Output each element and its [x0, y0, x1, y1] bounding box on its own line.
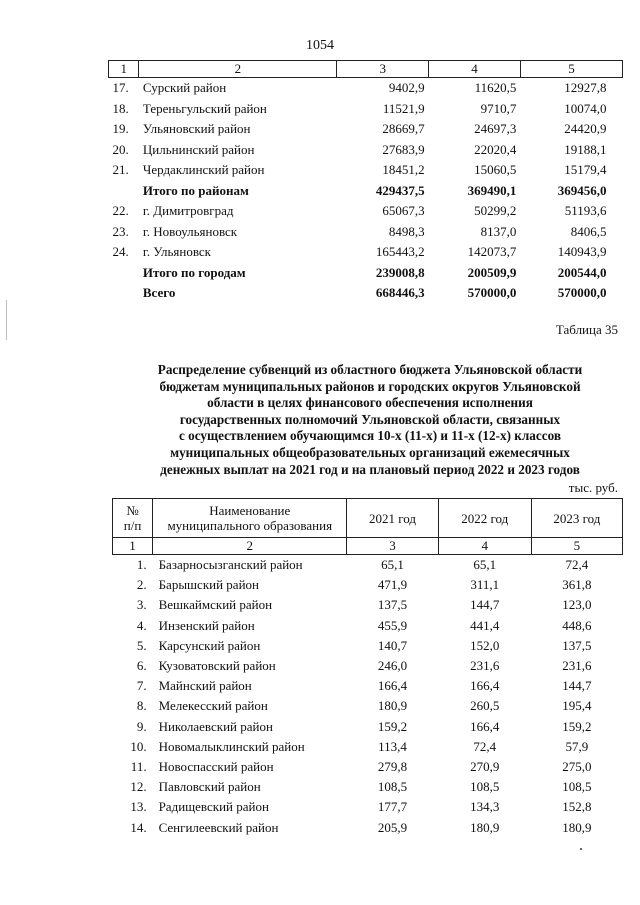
subvention-table	[112, 498, 623, 838]
header-name-line1: Наименование	[209, 503, 291, 518]
row-number: 20.	[112, 141, 129, 157]
scan-speck	[580, 848, 582, 850]
table-header-row	[109, 61, 623, 78]
row-number: 9.	[136, 718, 147, 734]
value-col5: 19188,1	[564, 141, 607, 157]
row-name: Тереньгульский район	[142, 100, 267, 116]
value-col3: 239008,8	[375, 264, 425, 280]
value-col5: 12927,8	[564, 80, 607, 95]
value-col5: 8406,5	[570, 223, 607, 239]
allocation-table-continued	[108, 60, 623, 304]
value-2022: 260,5	[470, 698, 500, 714]
value-2021: 205,9	[377, 819, 408, 835]
row-number: 3.	[136, 597, 147, 613]
column-index: 4	[438, 538, 531, 555]
row-name: Сенгилеевский район	[158, 819, 279, 835]
value-2023: 144,7	[562, 678, 592, 694]
table-row	[113, 797, 623, 817]
row-name: Кузоватовский район	[158, 658, 276, 674]
row-number: 19.	[112, 121, 129, 136]
row-number: 24.	[112, 244, 129, 259]
value-2023: 231,6	[562, 658, 592, 674]
row-number: 4.	[136, 617, 147, 633]
row-number: 18.	[112, 100, 129, 116]
table-body	[113, 499, 623, 838]
header-year-2022: 2022 год	[438, 499, 531, 538]
row-number	[109, 263, 139, 284]
table-row	[109, 242, 623, 263]
value-2022: 166,4	[470, 678, 500, 694]
value-col5: 15179,4	[564, 162, 607, 177]
value-2023: 448,6	[562, 617, 592, 633]
row-number: 11.	[130, 759, 147, 775]
column-index: 2	[139, 61, 337, 78]
margin-rule	[6, 300, 7, 340]
value-2021: 113,4	[378, 738, 407, 754]
value-2022: 152,0	[470, 637, 500, 653]
table-row	[109, 201, 623, 222]
header-name	[153, 499, 347, 538]
table-row	[113, 636, 623, 656]
value-col4: 50299,2	[474, 203, 517, 218]
row-name: г. Димитровград	[142, 203, 234, 218]
row-name: Чердаклинский район	[142, 162, 265, 177]
title-line: Распределение субвенций из областного бюджета Ульяновской области	[157, 362, 583, 377]
value-2022: 231,6	[470, 658, 500, 674]
value-2022: 311,1	[470, 577, 500, 593]
row-number: 12.	[130, 779, 147, 795]
table-row	[113, 555, 623, 576]
value-2021: 140,7	[377, 637, 408, 653]
value-col3: 27683,9	[382, 141, 425, 157]
value-2022: 166,4	[470, 718, 500, 734]
value-2021: 455,9	[377, 617, 408, 633]
value-2021: 180,9	[377, 698, 408, 714]
value-col4: 142073,7	[467, 244, 517, 259]
row-number: 17.	[112, 80, 129, 95]
table-row	[113, 717, 623, 737]
table-row	[113, 575, 623, 595]
value-col3: 28669,7	[382, 121, 425, 136]
row-number: 2.	[136, 577, 147, 593]
table-index-row	[113, 538, 623, 555]
value-col5: 570000,0	[557, 285, 607, 300]
value-2021: 137,5	[377, 597, 408, 613]
value-2021: 279,8	[377, 759, 408, 775]
column-index: 1	[109, 61, 139, 78]
value-col5: 200544,0	[557, 264, 607, 280]
value-2021: 159,2	[377, 718, 408, 734]
header-number-line1: №	[126, 503, 139, 518]
value-col3: 9402,9	[388, 80, 425, 95]
row-number: 22.	[112, 203, 129, 218]
title-line: муниципальных общеобразовательных организаций ежемесячных	[170, 444, 570, 460]
title-line: области в целях финансового обеспечения исполнения	[207, 395, 533, 411]
row-name: Базарносызганский район	[158, 557, 303, 572]
row-name: Цильнинский район	[142, 141, 255, 157]
table-row	[109, 140, 623, 161]
table-row	[109, 119, 623, 140]
title-line: с осуществлением обучающимся 10-х (11-х) и 11-х (12-х) классов	[179, 428, 561, 444]
row-number	[109, 181, 139, 202]
table-row	[113, 616, 623, 636]
value-2022: 144,7	[470, 597, 500, 613]
header-year-2023: 2023 год	[531, 499, 622, 538]
value-2023: 180,9	[562, 819, 592, 835]
table-row	[109, 222, 623, 243]
row-number: 23.	[112, 223, 129, 239]
value-col4: 369490,1	[467, 182, 517, 198]
column-index: 5	[531, 538, 622, 555]
row-name: Новомалыклинский район	[158, 738, 305, 754]
value-col4: 200509,9	[467, 264, 517, 280]
table-total-row	[109, 283, 623, 304]
row-name: Радищевский район	[158, 799, 269, 815]
value-2022: 134,3	[470, 799, 500, 815]
value-2021: 65,1	[381, 557, 404, 572]
value-2022: 108,5	[470, 779, 500, 795]
value-col3: 668446,3	[375, 285, 425, 300]
row-name: Карсунский район	[158, 637, 261, 653]
row-name: Итого по районам	[142, 182, 249, 198]
row-name: Барышский район	[158, 577, 259, 593]
table-row	[109, 78, 623, 99]
row-number: 14.	[130, 819, 147, 835]
value-col5: 369456,0	[557, 182, 607, 198]
value-2023: 195,4	[562, 698, 592, 714]
row-number: 1.	[136, 557, 147, 572]
value-2023: 275,0	[562, 759, 592, 775]
value-2022: 72,4	[473, 738, 497, 754]
value-2023: 72,4	[565, 557, 589, 572]
value-col5: 24420,9	[564, 121, 607, 136]
value-col4: 570000,0	[467, 285, 517, 300]
table-body	[109, 61, 623, 304]
column-index: 2	[153, 538, 347, 555]
table-row	[113, 777, 623, 797]
table-row	[113, 656, 623, 676]
title-line: государственных полномочий Ульяновской области, связанных	[179, 411, 561, 427]
value-2023: 361,8	[562, 577, 592, 593]
row-name: г. Ульяновск	[142, 244, 211, 259]
value-2021: 108,5	[377, 779, 408, 795]
value-col4: 11620,5	[474, 80, 517, 95]
row-name: Инзенский район	[158, 617, 255, 633]
value-col5: 140943,9	[557, 244, 607, 259]
table-row	[113, 595, 623, 615]
row-name: Вешкаймский район	[158, 597, 273, 613]
header-number	[113, 499, 153, 538]
page-number: 1054	[306, 38, 334, 53]
value-2023: 108,5	[562, 779, 592, 795]
title-line: бюджетам муниципальных районов и городских округов Ульяновской	[159, 378, 581, 394]
value-2022: 270,9	[470, 759, 500, 775]
row-number: 6.	[136, 658, 147, 674]
table-row	[113, 696, 623, 716]
table-row	[113, 818, 623, 838]
value-2021: 246,0	[377, 658, 408, 674]
value-2021: 471,9	[377, 577, 408, 593]
row-number	[109, 283, 139, 304]
value-col4: 9710,7	[480, 100, 517, 116]
value-2023: 137,5	[562, 637, 592, 653]
row-number: 7.	[136, 678, 147, 694]
row-number: 21.	[112, 162, 129, 177]
value-col3: 65067,3	[382, 203, 425, 218]
row-name: Николаевский район	[158, 718, 273, 734]
row-number: 5.	[136, 637, 147, 653]
column-index: 3	[347, 538, 438, 555]
header-year-2021: 2021 год	[347, 499, 438, 538]
value-col3: 429437,5	[375, 182, 425, 198]
table-row	[109, 99, 623, 120]
value-col3: 165443,2	[375, 244, 425, 259]
column-index: 4	[429, 61, 521, 78]
table-label: Таблица 35	[555, 322, 618, 337]
table-row	[113, 757, 623, 777]
value-col5: 10074,0	[564, 100, 607, 116]
row-name: Ульяновский район	[142, 121, 251, 136]
title-line: денежных выплат на 2021 год и на плановый период 2022 и 2023 годов	[160, 461, 580, 477]
table-title	[100, 362, 640, 478]
value-2023: 57,9	[565, 738, 589, 754]
row-name: г. Новоульяновск	[142, 223, 238, 239]
header-name-line2: муниципального образования	[167, 518, 333, 533]
value-col4: 22020,4	[474, 141, 517, 157]
column-index: 3	[337, 61, 429, 78]
value-2022: 441,4	[470, 617, 500, 633]
table-row	[113, 737, 623, 757]
row-name: Итого по городам	[142, 264, 246, 280]
value-2023: 152,8	[562, 799, 592, 815]
row-name: Мелекесский район	[158, 698, 268, 714]
value-col4: 24697,3	[474, 121, 517, 136]
value-col3: 11521,9	[382, 100, 425, 116]
value-col4: 8137,0	[480, 223, 517, 239]
units-label: тыс. руб.	[568, 480, 618, 495]
value-2022: 180,9	[470, 819, 500, 835]
row-number: 8.	[136, 698, 147, 714]
header-number-line2: п/п	[123, 518, 142, 533]
row-name: Всего	[142, 285, 176, 300]
value-col3: 8498,3	[388, 223, 425, 239]
value-2021: 177,7	[377, 799, 408, 815]
value-col5: 51193,6	[564, 203, 607, 218]
value-col4: 15060,5	[474, 162, 517, 177]
row-name: Майнский район	[158, 678, 252, 694]
value-2021: 166,4	[377, 678, 408, 694]
value-col3: 18451,2	[382, 162, 425, 177]
row-number: 13.	[130, 799, 147, 815]
value-2023: 123,0	[562, 597, 592, 613]
table-row	[109, 160, 623, 181]
row-name: Сурский район	[142, 80, 227, 95]
table-header-row	[113, 499, 623, 538]
value-2022: 65,1	[473, 557, 497, 572]
value-2023: 159,2	[562, 718, 592, 734]
column-index: 1	[113, 538, 153, 555]
row-name: Новоспасский район	[158, 759, 274, 775]
row-number: 10.	[130, 738, 147, 754]
table-total-row	[109, 181, 623, 202]
column-index: 5	[520, 61, 622, 78]
row-name: Павловский район	[158, 779, 261, 795]
table-total-row	[109, 263, 623, 284]
table-row	[113, 676, 623, 696]
